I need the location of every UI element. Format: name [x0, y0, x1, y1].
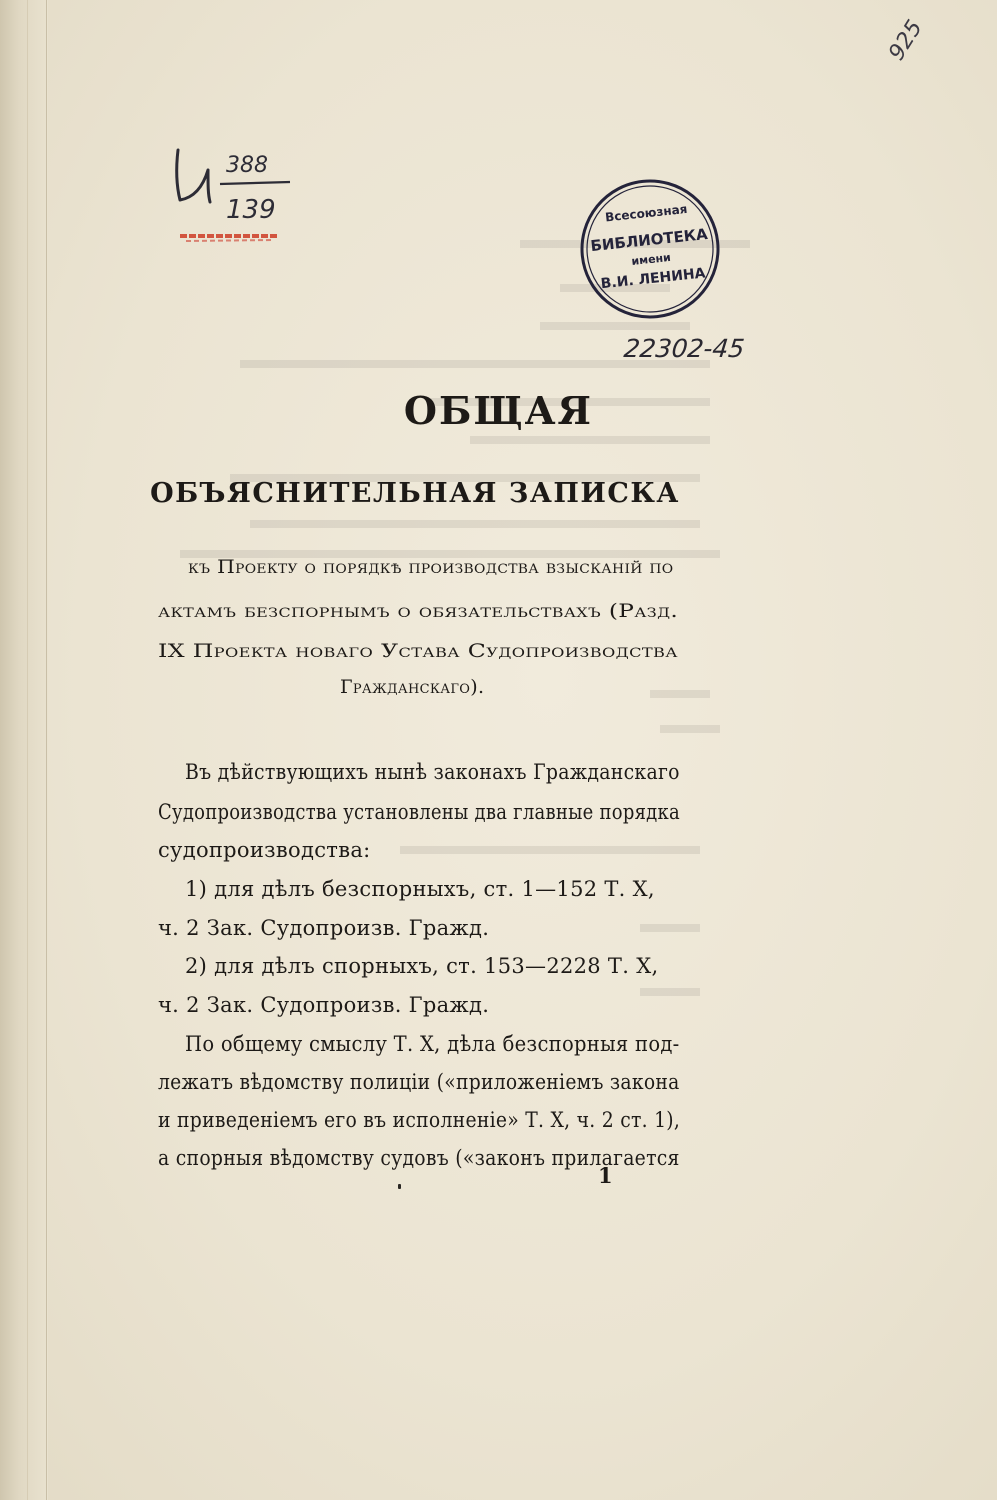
body-line-9: лежатъ вѣдомству полиціи («приложеніемъ закона: [158, 1070, 680, 1094]
shelfmark-numerator: 388: [226, 153, 268, 178]
stamp-line-1: Всесоюзная: [604, 201, 688, 225]
library-stamp: [576, 175, 724, 323]
body-line-8: По общему смыслу Т. X, дѣла безспорныя под-: [185, 1032, 680, 1056]
stamp-line-3: имени: [630, 250, 672, 268]
document-subtitle: ОБЪЯСНИТЕЛЬНАЯ ЗАПИСКА: [150, 478, 680, 509]
binding-gutter: [0, 0, 48, 1500]
document-title: ОБЩАЯ: [403, 388, 594, 433]
shelfmark-denominator: 139: [226, 195, 276, 225]
body-line-2: Судопроизводства установлены два главные порядка: [158, 800, 680, 824]
body-line-3: судопроизводства:: [158, 838, 371, 862]
handwritten-shelfmark: [172, 142, 292, 252]
body-line-10: и приведеніемъ его въ исполненіе» Т. X, ч. 2 ст. 1),: [158, 1108, 681, 1132]
intro-line-3: IX Проекта новаго Устава Судопроизводства: [158, 640, 678, 662]
body-line-11: а спорныя вѣдомству судовъ («законъ прилагается: [158, 1146, 680, 1170]
body-line-5: ч. 2 Зак. Судопроизв. Гражд.: [158, 916, 490, 940]
intro-line-4: Гражданскаго).: [340, 676, 485, 698]
body-line-4: 1) для дѣлъ безспорныхъ, ст. 1—152 Т. X,: [185, 877, 655, 901]
page-fold: [46, 0, 47, 1500]
stamp-line-4: В.И. ЛЕНИНА: [600, 265, 707, 293]
body-line-1: Въ дѣйствующихъ нынѣ законахъ Гражданскаго: [185, 760, 680, 784]
page-number: 1: [598, 1163, 613, 1188]
ink-speck: [398, 1184, 401, 1189]
intro-line-2: актамъ безспорнымъ о обязательствахъ (Разд.: [158, 600, 679, 622]
body-line-7: ч. 2 Зак. Судопроизв. Гражд.: [158, 993, 490, 1017]
stamp-line-2: БИБЛИОТЕКА: [589, 224, 709, 256]
handwritten-accession-number: 22302-45: [622, 334, 746, 363]
handwritten-folio-number: 925: [884, 16, 928, 65]
binding-line: [27, 0, 28, 1500]
intro-line-1: къ Проекту о порядкѣ производства взысканій по: [188, 556, 674, 578]
body-line-6: 2) для дѣлъ спорныхъ, ст. 153—2228 Т. X,: [185, 954, 659, 978]
